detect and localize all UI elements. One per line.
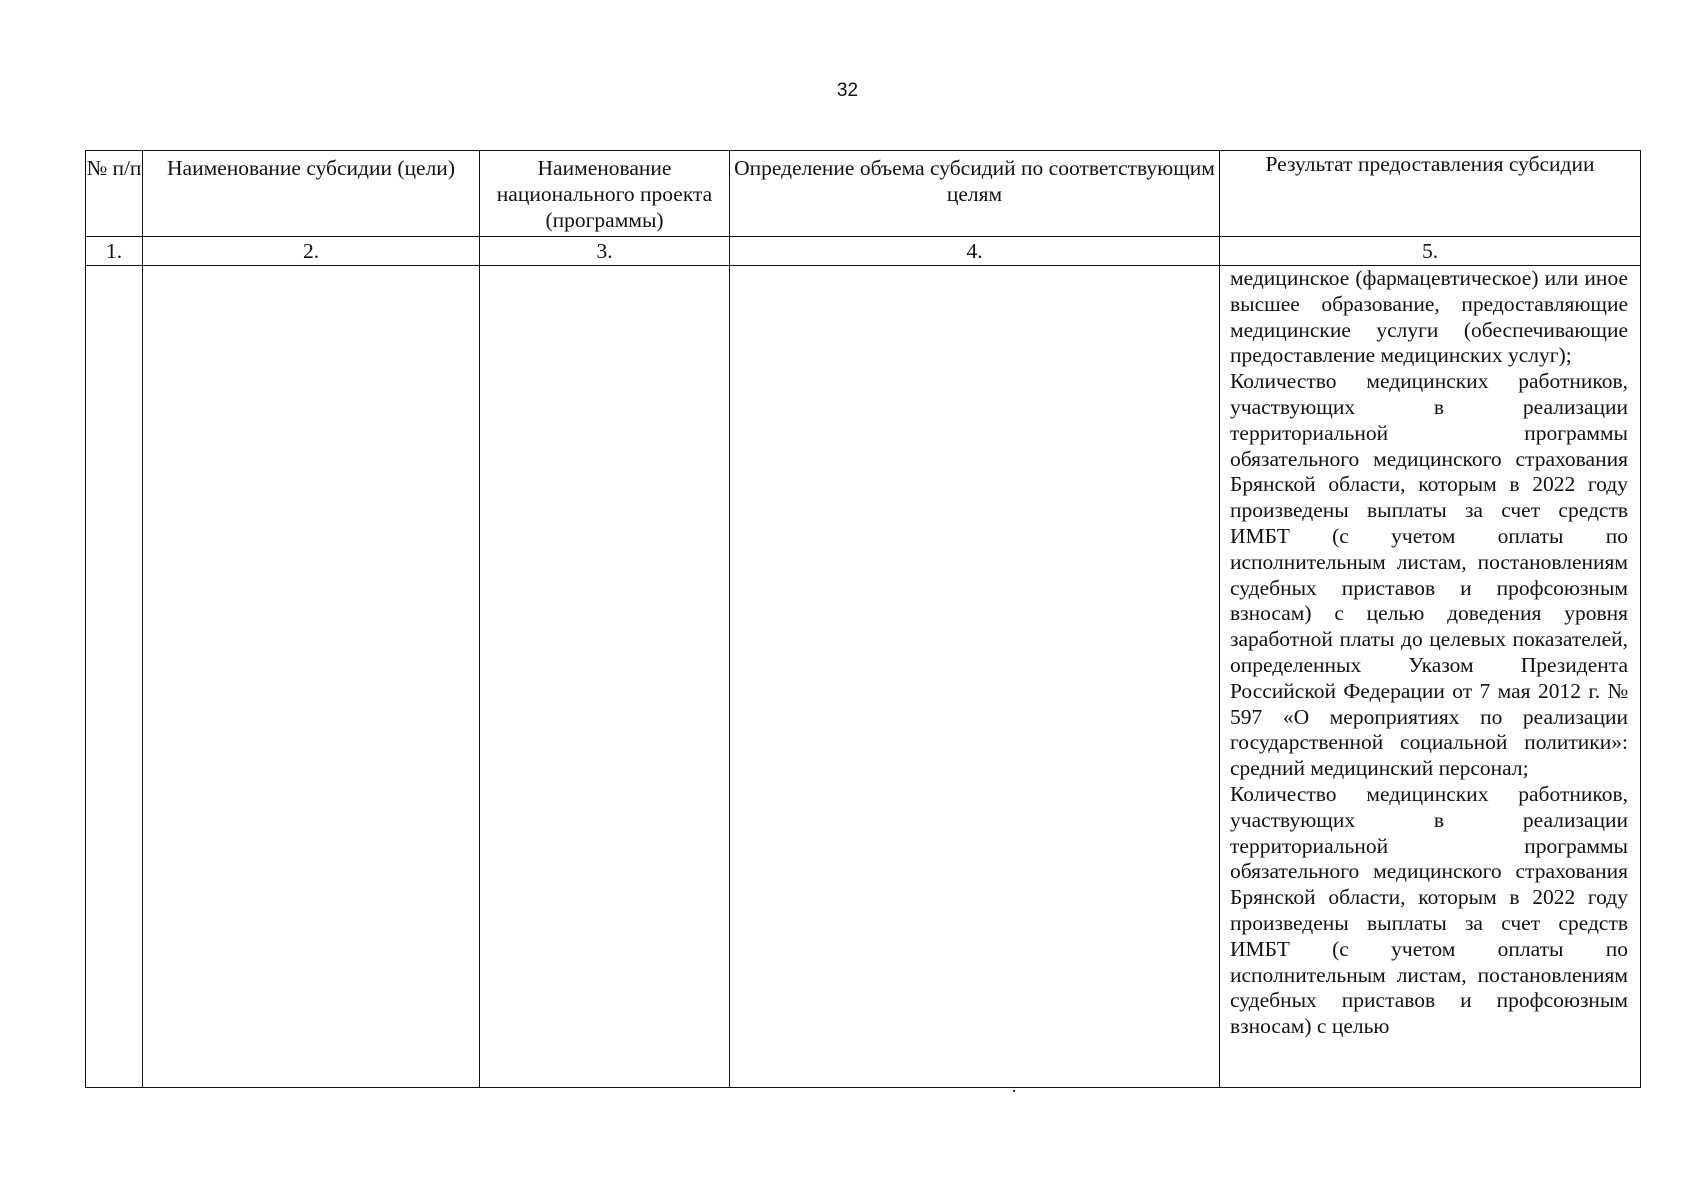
header-number: № п/п (86, 151, 143, 237)
column-number: 1. (86, 237, 143, 266)
column-number: 3. (480, 237, 730, 266)
header-volume-definition: Определение объема субсидий по соответствующим целям (730, 151, 1220, 237)
header-national-project: Наименование национального проекта (программы) (480, 151, 730, 237)
column-number: 4. (730, 237, 1220, 266)
header-subsidy-name: Наименование субсидии (цели) (143, 151, 480, 237)
header-result: Результат предоставления субсидии (1220, 151, 1641, 237)
cell-result (1220, 266, 1641, 1088)
subsidy-table (85, 150, 1641, 1088)
column-number-row (86, 237, 1641, 266)
cell-volume-definition (730, 266, 1220, 1088)
result-text (1230, 266, 1628, 1040)
cell-subsidy-name (143, 266, 480, 1088)
column-number: 2. (143, 237, 480, 266)
cell-national-project (480, 266, 730, 1088)
page-number: 32 (836, 80, 859, 101)
result-paragraph: Количество медицинских работников, участвующих в реализации территориальной программы обязательного медицинского страхования Брянской области, которым в 2022 году произведены выплаты за счет средств ИМБТ (с учетом оплаты по исполнительным листам, постановлениям судебных приставов и профсоюзным взносам) с целью доведения уровня заработной платы до целевых показателей, определенных Указом Президента Российской Федерации от 7 мая 2012 г. № 597 «О мероприятиях по реализации государственной социальной политики»: средний медицинский персонал; (1230, 369, 1628, 781)
scan-dot (1013, 1090, 1015, 1092)
result-paragraph: Количество медицинских работников, участвующих в реализации территориальной программы обязательного медицинского страхования Брянской области, которым в 2022 году произведены выплаты за счет средств ИМБТ (с учетом оплаты по исполнительным листам, постановлениям судебных приставов и профсоюзным взносам) с целью (1230, 781, 1628, 1039)
table-row (86, 266, 1641, 1088)
cell-number (86, 266, 143, 1088)
table-header-row (86, 151, 1641, 237)
column-number: 5. (1220, 237, 1641, 266)
result-paragraph: медицинское (фармацевтическое) или иное высшее образование, предоставляющие медицинские услуги (обеспечивающие предоставление медицинских услуг); (1230, 266, 1628, 368)
